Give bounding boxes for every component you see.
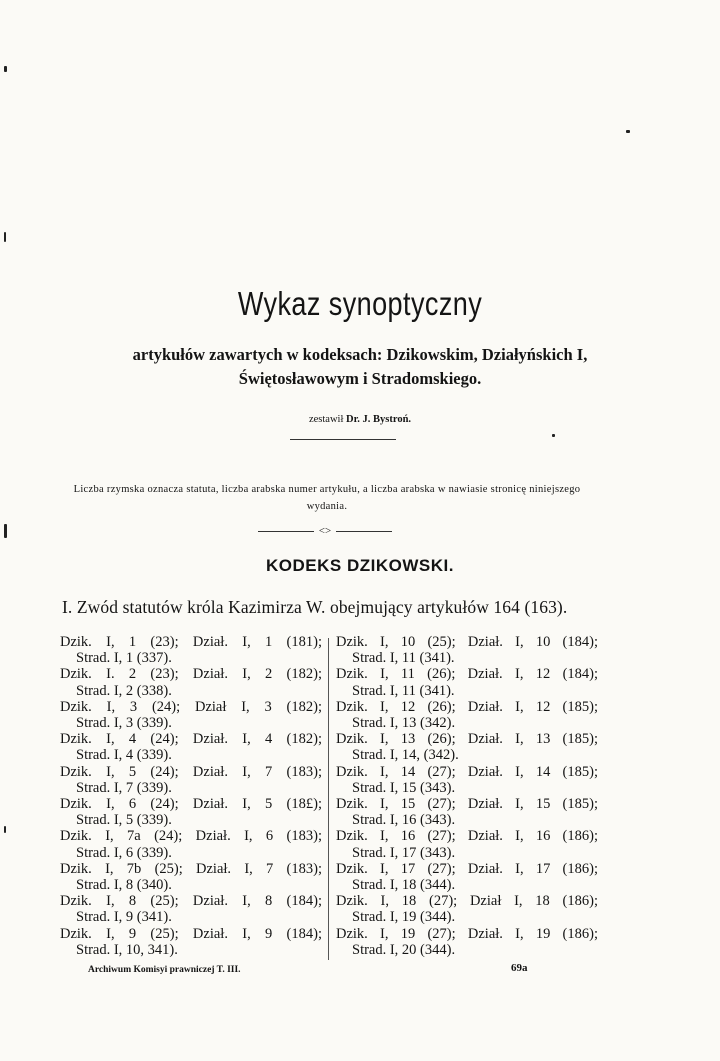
entry [336,731,598,763]
subtitle-line-1: artykułów zawartych w kodeksach: Dzikowskim, Działyńskich I, [132,345,588,364]
ornament-glyph: <> [318,525,332,537]
entry-line-2: Strad. I, 11 (341). [352,682,455,699]
entry-line-1: Dzik. I, 6 (24); Dział. I, 5 (18£); [60,796,322,813]
entry [336,828,598,860]
entry-line-1: Dzik. I, 9 (25); Dział. I, 9 (184); [60,925,322,942]
compiled-label: zestawił [308,414,344,425]
entry-line-2: Strad. I, 13 (342). [352,715,456,732]
entry-line-2: Strad. I, 4 (339). [76,747,172,764]
entry-line-2: Strad. I, 3 (339). [76,715,172,732]
entry [60,764,322,796]
entry-line-1: Dzik. I, 19 (27); Dział. I, 19 (186); [336,925,598,942]
entry-line-2: Strad. I, 1 (337). [76,650,172,667]
ornament-line-left [258,531,314,532]
entry-line-1: Dzik. I, 7a (24); Dział. I, 6 (183); [60,828,322,845]
entry [336,666,598,698]
entry [336,764,598,796]
entry-line-2: Strad. I, 19 (344). [352,909,456,926]
entry-line-2: Strad. I, 6 (339). [76,844,172,861]
entry-line-1: Dzik. I, 3 (24); Dział I, 3 (182); [60,698,322,715]
compiled-by-line [0,414,720,425]
entry [336,699,598,731]
section-intro: I. Zwód statutów króla Kazimirza W. obejmujący artykułów 164 (163). [62,597,568,617]
explanatory-note: Liczba rzymska oznacza statuta, liczba arabska numer artykułu, a liczba arabska w nawiasie stronicę niniejszego wydania. [73,484,581,512]
divider-rule [290,439,396,440]
page-signature: 69a [511,962,528,974]
entry-line-1: Dzik. I, 1 (23); Dział. I, 1 (181); [60,634,322,650]
entry-line-1: Dzik. I, 16 (27); Dział. I, 16 (186); [336,828,598,845]
left-column [60,634,322,958]
entry-line-2: Strad. I, 2 (338). [76,682,172,699]
entry-line-2: Strad. I, 17 (343). [352,844,456,861]
entry-line-1: Dzik. I, 12 (26); Dział. I, 12 (185); [336,698,598,715]
entry-line-1: Dzik. I, 8 (25); Dział. I, 8 (184); [60,893,322,910]
entry-line-2: Strad. I, 15 (343). [352,779,456,796]
entry-line-1: Dzik. I, 7b (25); Dział. I, 7 (183); [60,860,322,877]
entry [60,828,322,860]
entry-line-1: Dzik. I, 10 (25); Dział. I, 10 (184); [336,634,598,650]
entry [60,893,322,925]
concordance-columns [60,634,600,964]
entry [60,926,322,958]
entry [60,731,322,763]
page-title: Wykaz synoptyczny [237,285,483,322]
ornament-line-right [336,531,392,532]
scan-speck [4,826,6,833]
entry-line-2: Strad. I, 7 (339). [76,779,172,796]
entry-line-1: Dzik. I, 15 (27); Dział. I, 15 (185); [336,796,598,813]
entry-line-1: Dzik. I, 4 (24); Dział. I, 4 (182); [60,731,322,748]
entry-line-1: Dzik. I, 17 (27); Dział. I, 17 (186); [336,860,598,877]
ornament-divider [250,524,400,538]
entry-line-2: Strad. I, 16 (343). [352,812,456,829]
entry-line-1: Dzik. I, 18 (27); Dział I, 18 (186); [336,893,598,910]
entry [336,926,598,958]
right-column [336,634,598,958]
entry-line-2: Strad. I, 18 (344). [352,877,456,894]
entry [60,796,322,828]
column-divider [328,638,329,960]
section-heading: KODEKS DZIKOWSKI. [266,556,454,575]
scan-speck [552,434,555,437]
entry-line-2: Strad. I, 20 (344). [352,941,456,958]
scan-speck [4,232,6,242]
scan-speck [4,66,7,72]
scan-speck [626,130,630,133]
entry-line-2: Strad. I, 9 (341). [76,909,172,926]
subtitle [0,343,720,391]
entry-line-1: Dzik. I, 13 (26); Dział. I, 13 (185); [336,731,598,748]
entry [336,796,598,828]
entry-line-2: Strad. I, 5 (339). [76,812,172,829]
entry-line-2: Strad. I, 14, (342). [352,747,459,764]
entry [60,861,322,893]
entry [336,861,598,893]
entry-line-2: Strad. I, 10, 341). [76,941,178,958]
entry-line-1: Dzik. I, 5 (24); Dział. I, 7 (183); [60,763,322,780]
entry [60,699,322,731]
entry [336,634,598,666]
entry-line-1: Dzik. I, 14 (27); Dział. I, 14 (185); [336,763,598,780]
entry-line-2: Strad. I, 8 (340). [76,877,172,894]
scan-speck [4,524,7,538]
entry [60,666,322,698]
entry [336,893,598,925]
compiler-name: Dr. J. Bystroń. [345,414,412,425]
footer-source: Archiwum Komisyi prawniczej T. III. [88,965,241,975]
entry-line-1: Dzik. I, 11 (26); Dział. I, 12 (184); [336,666,598,683]
entry-line-2: Strad. I, 11 (341). [352,650,455,667]
entry [60,634,322,666]
entry-line-1: Dzik. I. 2 (23); Dział. I, 2 (182); [60,666,322,683]
subtitle-line-2: Świętosławowym i Stradomskiego. [238,369,482,388]
